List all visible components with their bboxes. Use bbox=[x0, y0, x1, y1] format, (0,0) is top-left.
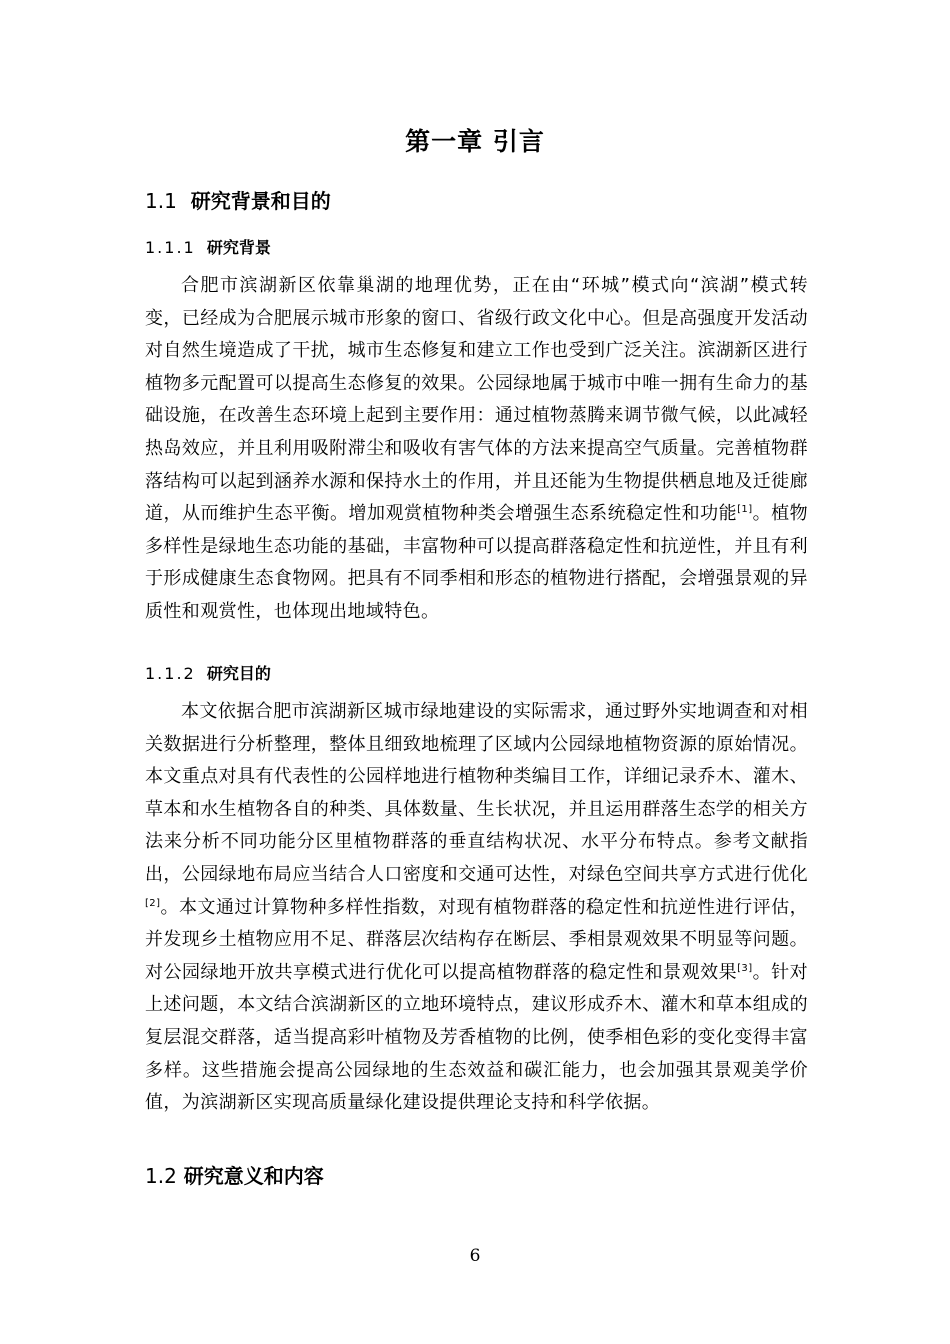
paragraph-research-background bbox=[145, 270, 808, 629]
subsection-number: 1.1.1 bbox=[145, 238, 196, 257]
section-number: 1.1 bbox=[145, 189, 177, 213]
paragraph-text: 。针对上述问题，本文结合滨湖新区的立地环境特点，建议形成乔木、灌木和草本组成的复层混交群落，适当提高彩叶植物及芳香植物的比例，使季相色彩的变化变得丰富多样。这些措施会提高公园绿地的生态效益和碳汇能力，也会加强其景观美学价值，为滨湖新区实现高质量绿化建设提供理论支持和科学依据。 bbox=[145, 961, 809, 1114]
chapter-title: 第一章 引言 bbox=[405, 127, 545, 156]
section-title: 研究意义和内容 bbox=[183, 1164, 324, 1188]
paragraph-text: 。本文通过计算物种多样性指数，对现有植物群落的稳定性和抗逆性进行评估，并发现乡土植物应用不足、群落层次结构存在断层、季相景观效果不明显等问题。对公园绿地开放共享模式进行优化可以提高植物群落的稳定性和景观效果 bbox=[145, 896, 808, 983]
paragraph-text: 本文依据合肥市滨湖新区城市绿地建设的实际需求，通过野外实地调查和对相关数据进行分析整理，整体且细致地梳理了区域内公园绿地植物资源的原始情况。本文重点对具有代表性的公园样地进行植物种类编目工作，详细记录乔木、灌木、草本和水生植物各自的种类、具体数量、生长状况，并且运用群落生态学的相关方法来分析不同功能分区里植物群落的垂直结构状况、水平分布特点。参考文献指出，公园绿地布局应当结合人口密度和交通可达性，对绿色空间共享方式进行优化 bbox=[145, 701, 808, 885]
paragraph-research-purpose bbox=[145, 696, 808, 1120]
section-number: 1.2 bbox=[145, 1164, 177, 1188]
section-heading-1-2 bbox=[145, 1161, 324, 1191]
subsection-number: 1.1.2 bbox=[145, 664, 196, 683]
subsection-heading-1-1-2 bbox=[145, 660, 271, 688]
section-title: 研究背景和目的 bbox=[190, 189, 331, 213]
subsection-heading-1-1-1 bbox=[145, 234, 271, 262]
citation-ref-3[interactable]: [3] bbox=[737, 962, 753, 974]
citation-ref-1[interactable]: [1] bbox=[737, 504, 753, 516]
page-number: 6 bbox=[469, 1246, 481, 1266]
citation-ref-2[interactable]: [2] bbox=[145, 897, 161, 909]
paragraph-text: 。植物多样性是绿地生态功能的基础，丰富物种可以提高群落稳定性和抗逆性，并且有利于形成健康生态食物网。把具有不同季相和形态的植物进行搭配，会增强景观的异质性和观赏性，也体现出地域特色。 bbox=[145, 503, 809, 622]
subsection-title: 研究目的 bbox=[206, 664, 271, 683]
section-heading-1-1 bbox=[145, 186, 331, 216]
paragraph-text: 合肥市滨湖新区依靠巢湖的地理优势，正在由“环城”模式向“滨湖”模式转变，已经成为合肥展示城市形象的窗口、省级行政文化中心。但是高强度开发活动对自然生境造成了干扰，城市生态修复和建立工作也受到广泛关注。滨湖新区进行植物多元配置可以提高生态修复的效果。公园绿地属于城市中唯一拥有生命力的基础设施，在改善生态环境上起到主要作用：通过植物蒸腾来调节微气候，以此减轻热岛效应，并且利用吸附滞尘和吸收有害气体的方法来提高空气质量。完善植物群落结构可以起到涵养水源和保持水土的作用，并且还能为生物提供栖息地及迁徙廊道，从而维护生态平衡。增加观赏植物种类会增强生态系统稳定性和功能 bbox=[145, 275, 808, 525]
subsection-title: 研究背景 bbox=[206, 238, 271, 257]
